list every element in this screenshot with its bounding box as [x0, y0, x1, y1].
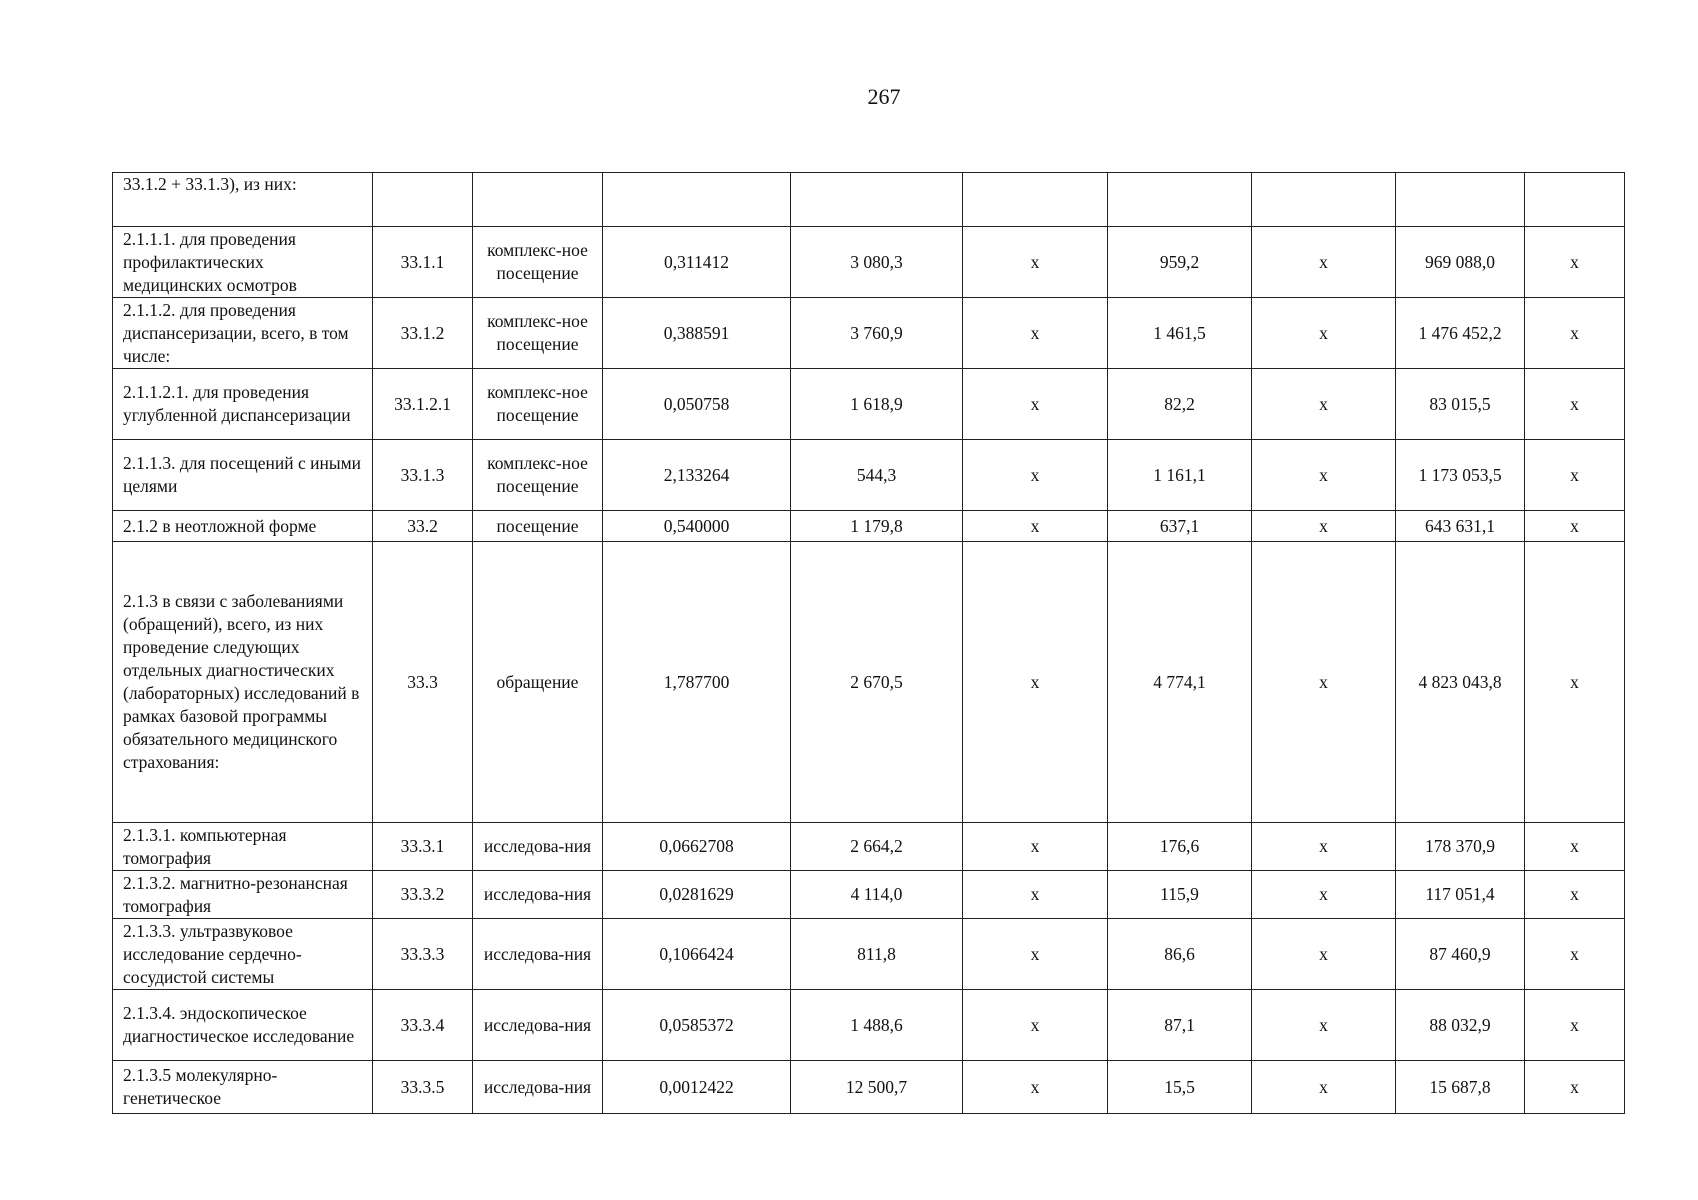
- row-col8: х: [1252, 823, 1396, 871]
- row-col6: х: [963, 919, 1108, 990]
- row-rate: [603, 173, 791, 227]
- row-name: 33.1.2 + 33.1.3), из них:: [113, 173, 373, 227]
- row-col6: х: [963, 990, 1108, 1061]
- table-row: [113, 298, 1625, 369]
- table-body: [113, 173, 1625, 1114]
- row-code: 33.3.5: [373, 1061, 473, 1114]
- row-cost: 544,3: [791, 440, 963, 511]
- row-name: 2.1.1.1. для проведения профилактических медицинских осмотров: [113, 227, 373, 298]
- row-code: 33.3.4: [373, 990, 473, 1061]
- table-row: [113, 369, 1625, 440]
- row-col10: х: [1525, 990, 1625, 1061]
- row-code: 33.2: [373, 511, 473, 542]
- row-name: 2.1.2 в неотложной форме: [113, 511, 373, 542]
- row-cost: [791, 173, 963, 227]
- row-rate: 0,1066424: [603, 919, 791, 990]
- row-col10: х: [1525, 511, 1625, 542]
- row-unit: исследова-ния: [473, 990, 603, 1061]
- row-col7: 87,1: [1108, 990, 1252, 1061]
- row-rate: 0,0585372: [603, 990, 791, 1061]
- row-cost: 12 500,7: [791, 1061, 963, 1114]
- row-col8: х: [1252, 1061, 1396, 1114]
- row-col10: х: [1525, 369, 1625, 440]
- row-code: 33.3: [373, 542, 473, 823]
- row-col7: [1108, 173, 1252, 227]
- row-col8: [1252, 173, 1396, 227]
- row-col9: 4 823 043,8: [1396, 542, 1525, 823]
- row-col9: 88 032,9: [1396, 990, 1525, 1061]
- row-col8: х: [1252, 990, 1396, 1061]
- row-unit: комплекс-ное посещение: [473, 369, 603, 440]
- row-cost: 2 670,5: [791, 542, 963, 823]
- row-col8: х: [1252, 440, 1396, 511]
- row-col8: х: [1252, 298, 1396, 369]
- row-col9: 87 460,9: [1396, 919, 1525, 990]
- table-row: [113, 1061, 1625, 1114]
- row-unit: исследова-ния: [473, 919, 603, 990]
- row-col6: х: [963, 298, 1108, 369]
- cost-table: [112, 172, 1625, 1114]
- row-col8: х: [1252, 511, 1396, 542]
- row-unit: исследова-ния: [473, 871, 603, 919]
- row-col9: 83 015,5: [1396, 369, 1525, 440]
- row-col9: [1396, 173, 1525, 227]
- table-row: [113, 823, 1625, 871]
- row-code: 33.1.3: [373, 440, 473, 511]
- row-col7: 15,5: [1108, 1061, 1252, 1114]
- row-code: 33.1.1: [373, 227, 473, 298]
- row-col9: 643 631,1: [1396, 511, 1525, 542]
- row-col10: х: [1525, 823, 1625, 871]
- row-col7: 115,9: [1108, 871, 1252, 919]
- row-col6: х: [963, 1061, 1108, 1114]
- row-name: 2.1.3.5 молекулярно-генетическое: [113, 1061, 373, 1114]
- row-name: 2.1.3.3. ультразвуковое исследование сердечно-сосудистой системы: [113, 919, 373, 990]
- row-rate: 0,311412: [603, 227, 791, 298]
- row-col10: [1525, 173, 1625, 227]
- row-rate: 0,0012422: [603, 1061, 791, 1114]
- table-row: [113, 871, 1625, 919]
- row-col10: х: [1525, 1061, 1625, 1114]
- row-rate: 0,0662708: [603, 823, 791, 871]
- row-code: 33.3.2: [373, 871, 473, 919]
- table-row: [113, 440, 1625, 511]
- row-name: 2.1.3.1. компьютерная томография: [113, 823, 373, 871]
- row-cost: 1 618,9: [791, 369, 963, 440]
- row-col6: х: [963, 369, 1108, 440]
- row-rate: 0,388591: [603, 298, 791, 369]
- table-row: [113, 511, 1625, 542]
- row-name: 2.1.1.3. для посещений с иными целями: [113, 440, 373, 511]
- row-col8: х: [1252, 871, 1396, 919]
- row-rate: 0,0281629: [603, 871, 791, 919]
- row-col6: [963, 173, 1108, 227]
- table-row: [113, 173, 1625, 227]
- row-col6: х: [963, 871, 1108, 919]
- row-col8: х: [1252, 542, 1396, 823]
- row-col10: х: [1525, 919, 1625, 990]
- row-code: 33.3.3: [373, 919, 473, 990]
- row-unit: обращение: [473, 542, 603, 823]
- row-code: 33.1.2.1: [373, 369, 473, 440]
- row-col8: х: [1252, 919, 1396, 990]
- row-cost: 1 179,8: [791, 511, 963, 542]
- row-col9: 1 476 452,2: [1396, 298, 1525, 369]
- row-col10: х: [1525, 227, 1625, 298]
- row-rate: 1,787700: [603, 542, 791, 823]
- row-rate: 2,133264: [603, 440, 791, 511]
- row-col6: х: [963, 823, 1108, 871]
- row-unit: [473, 173, 603, 227]
- row-col6: х: [963, 440, 1108, 511]
- row-unit: комплекс-ное посещение: [473, 440, 603, 511]
- row-col7: 637,1: [1108, 511, 1252, 542]
- row-code: [373, 173, 473, 227]
- row-col6: х: [963, 227, 1108, 298]
- row-col9: 1 173 053,5: [1396, 440, 1525, 511]
- row-unit: исследова-ния: [473, 1061, 603, 1114]
- row-unit: посещение: [473, 511, 603, 542]
- row-col7: 1 461,5: [1108, 298, 1252, 369]
- row-cost: 1 488,6: [791, 990, 963, 1061]
- row-unit: комплекс-ное посещение: [473, 227, 603, 298]
- row-col8: х: [1252, 227, 1396, 298]
- row-col9: 178 370,9: [1396, 823, 1525, 871]
- row-name: 2.1.1.2.1. для проведения углубленной диспансеризации: [113, 369, 373, 440]
- row-code: 33.1.2: [373, 298, 473, 369]
- row-col7: 1 161,1: [1108, 440, 1252, 511]
- row-cost: 2 664,2: [791, 823, 963, 871]
- row-cost: 3 760,9: [791, 298, 963, 369]
- row-col9: 15 687,8: [1396, 1061, 1525, 1114]
- row-col6: х: [963, 511, 1108, 542]
- table-row: [113, 227, 1625, 298]
- row-cost: 4 114,0: [791, 871, 963, 919]
- row-code: 33.3.1: [373, 823, 473, 871]
- row-col8: х: [1252, 369, 1396, 440]
- row-name: 2.1.3.4. эндоскопическое диагностическое исследование: [113, 990, 373, 1061]
- row-cost: 811,8: [791, 919, 963, 990]
- page-number: 267: [867, 84, 901, 109]
- row-col7: 82,2: [1108, 369, 1252, 440]
- row-rate: 0,050758: [603, 369, 791, 440]
- row-col10: х: [1525, 871, 1625, 919]
- row-col9: 969 088,0: [1396, 227, 1525, 298]
- table-row: [113, 990, 1625, 1061]
- row-col7: 176,6: [1108, 823, 1252, 871]
- row-col6: х: [963, 542, 1108, 823]
- row-col9: 117 051,4: [1396, 871, 1525, 919]
- row-name: 2.1.1.2. для проведения диспансеризации, всего, в том числе:: [113, 298, 373, 369]
- row-cost: 3 080,3: [791, 227, 963, 298]
- row-col7: 959,2: [1108, 227, 1252, 298]
- row-col10: х: [1525, 298, 1625, 369]
- row-col10: х: [1525, 440, 1625, 511]
- row-col7: 4 774,1: [1108, 542, 1252, 823]
- row-unit: исследова-ния: [473, 823, 603, 871]
- table-row: [113, 542, 1625, 823]
- row-name: 2.1.3.2. магнитно-резонансная томография: [113, 871, 373, 919]
- row-rate: 0,540000: [603, 511, 791, 542]
- row-name: 2.1.3 в связи с заболеваниями (обращений), всего, из них проведение следующих отдельных диагностических (лабораторных) исследований в рамках базовой программы обязательного медицинского страхования:: [113, 542, 373, 823]
- table-row: [113, 919, 1625, 990]
- row-col7: 86,6: [1108, 919, 1252, 990]
- row-col10: х: [1525, 542, 1625, 823]
- row-unit: комплекс-ное посещение: [473, 298, 603, 369]
